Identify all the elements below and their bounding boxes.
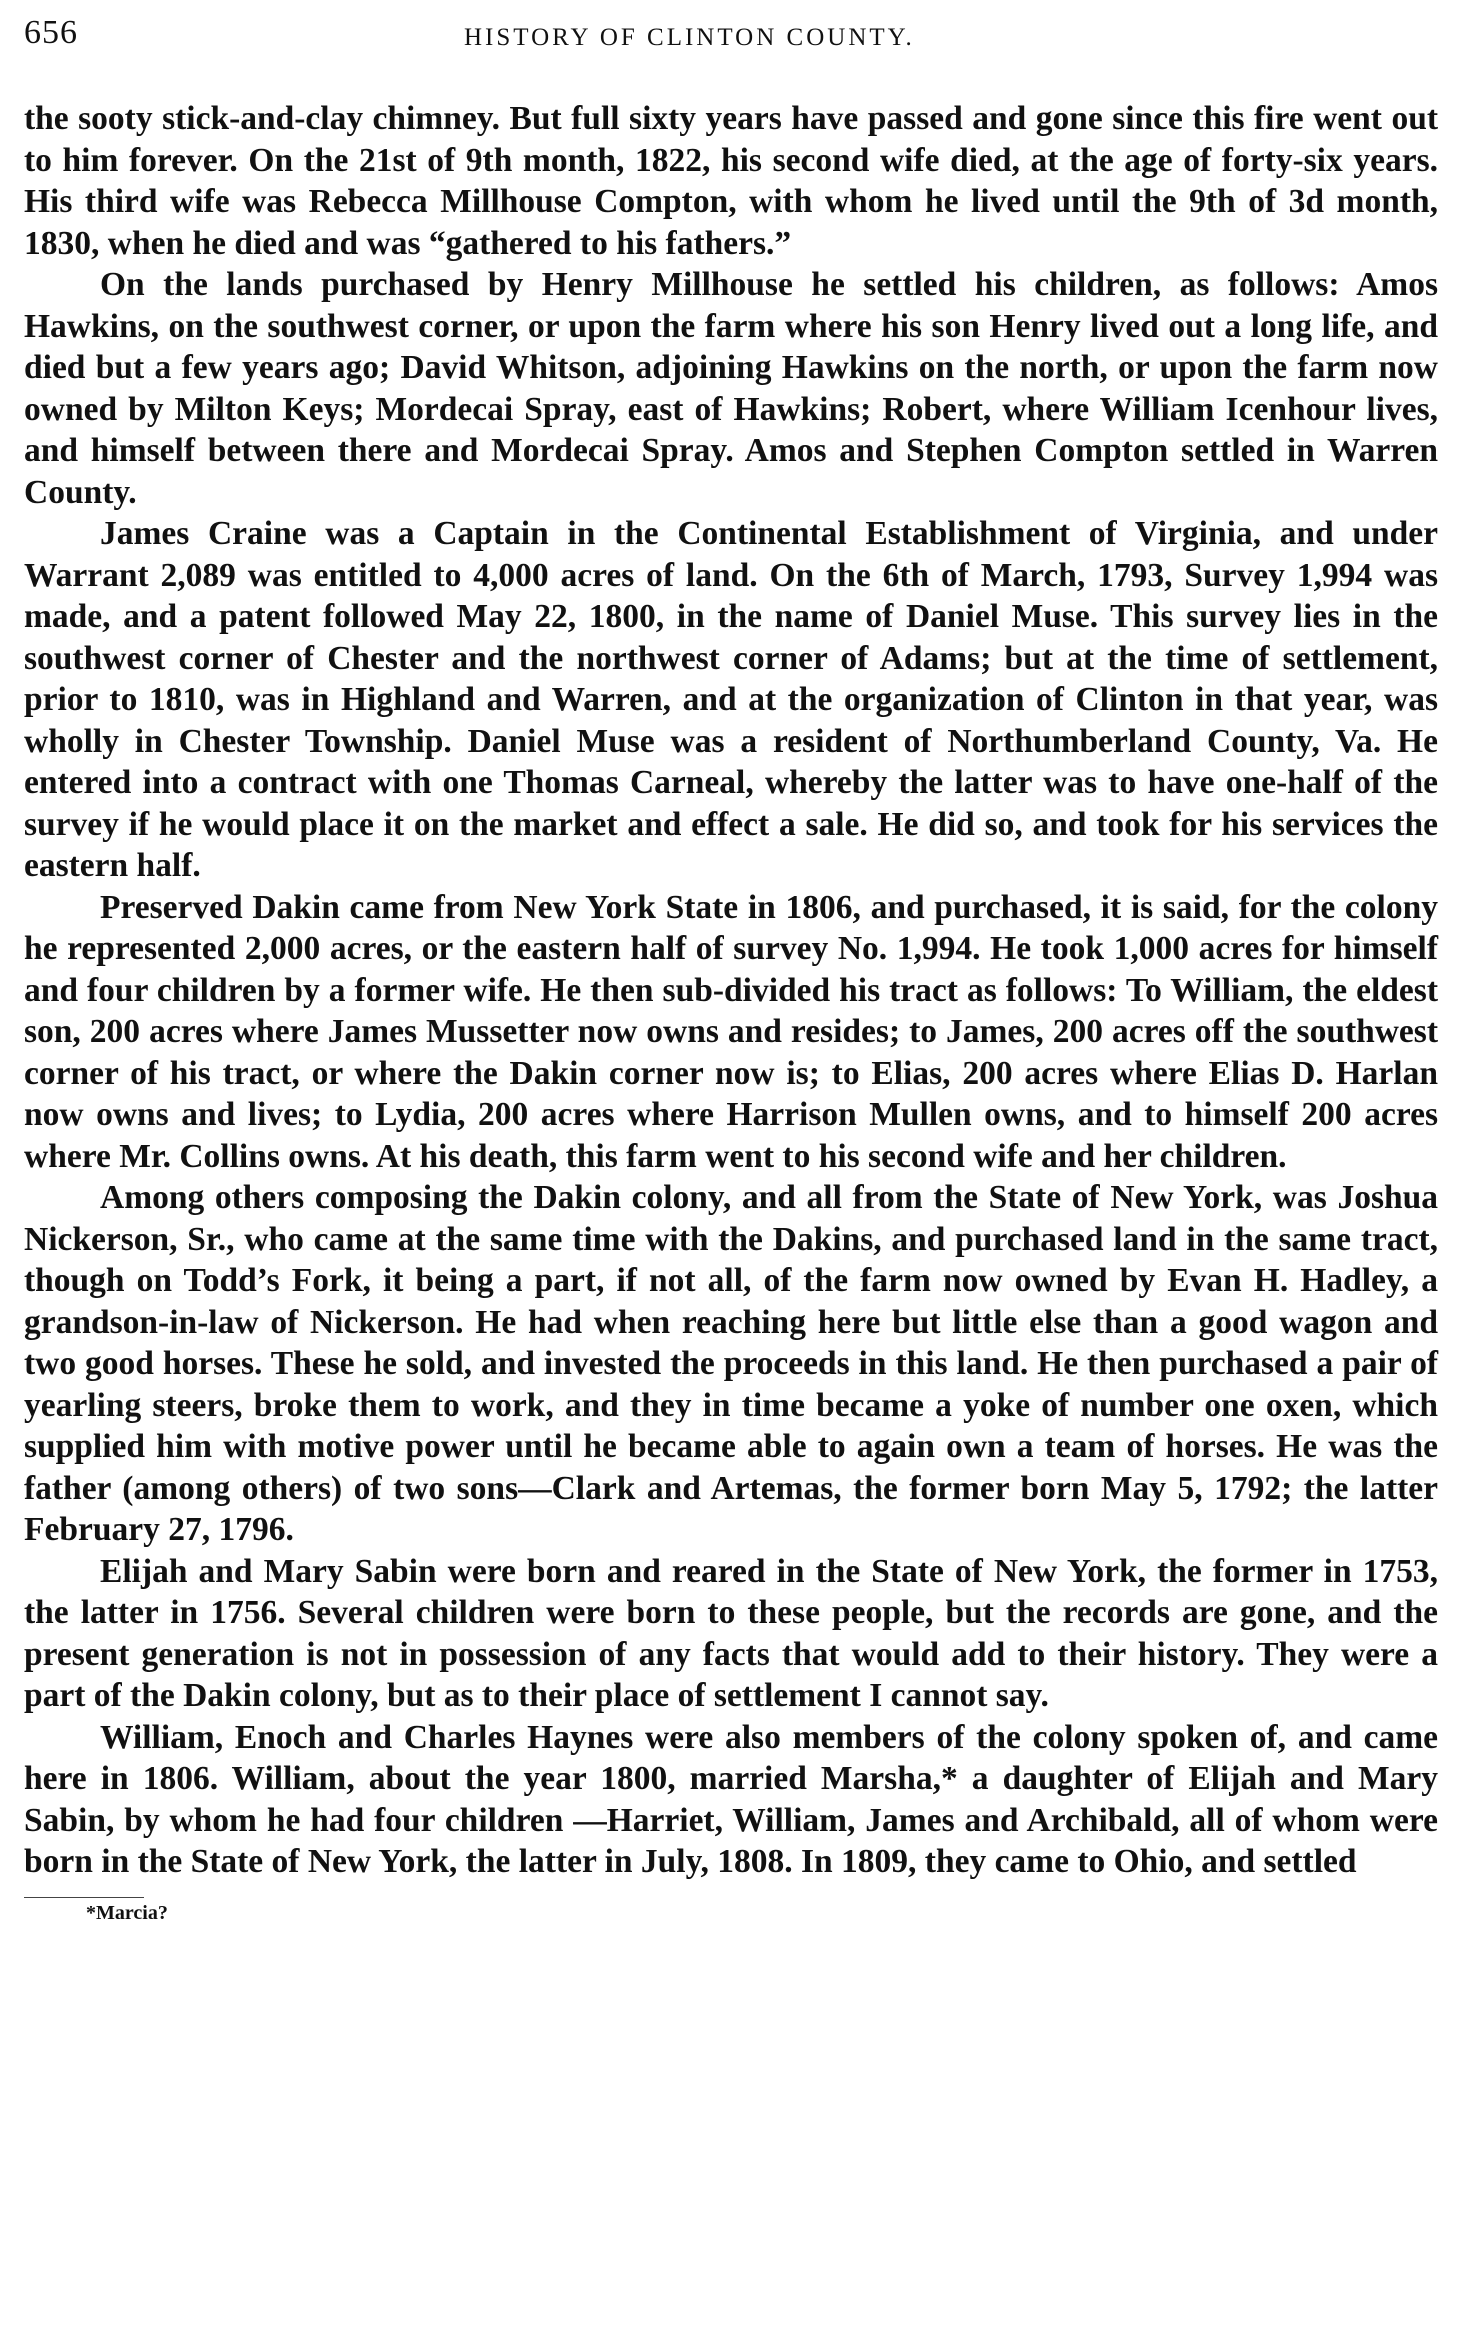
footnote-divider [24, 1897, 144, 1898]
paragraph-millhouse-lands: On the lands purchased by Henry Millhouse he settled his children, as follows: Amos Hawkins, on the southwest corner, or upon the farm where his son Henry lived out a long life, and died but a few years ago; David Whitson, adjoining Hawkins on the north, or upon the farm now owned by Milton Keys; Mordecai Spray, east of Hawkins; Robert, where William Icenhour lives, and himself between there and Mordecai Spray. Amos and Stephen Compton settled in Warren County. [24, 266, 1438, 511]
page-header [24, 14, 1438, 74]
body-text [24, 98, 1438, 1883]
paragraph-haynes-brothers: William, Enoch and Charles Haynes were also members of the colony spoken of, and came here in 1806. William, about the year 1800, married Marsha,* a daughter of Elijah and Mary Sabin, by whom he had four children —Harriet, William, James and Archibald, all of whom were born in the State of New York, the latter in July, 1808. In 1809, they came to Ohio, and settled [24, 1718, 1438, 1880]
paragraph-joshua-nickerson: Among others composing the Dakin colony, and all from the State of New York, was Joshua Nickerson, Sr., who came at the same time with the Dakins, and purchased land in the same tract, though on Todd’s Fork, it being a part, if not all, of the farm now owned by Evan H. Hadley, a grandson-in-law of Nickerson. He had when reaching here but little else than a good wagon and two good horses. These he sold, and invested the proceeds in this land. He then purchased a pair of yearling steers, broke them to work, and they in time became a yoke of number one oxen, which supplied him with motive power until he became able to again own a team of horses. He was the father (among others) of two sons—Clark and Artemas, the former born May 5, 1792; the latter February 27, 1796. [24, 1179, 1438, 1548]
page-number: 656 [24, 14, 78, 51]
paragraph-continuation: the sooty stick-and-clay chimney. But full sixty years have passed and gone since this fire went out to him forever. On the 21st of 9th month, 1822, his second wife died, at the age of forty-six years. His third wife was Rebecca Millhouse Compton, with whom he lived until the 9th of 3d month, 1830, when he died and was “gathered to his fathers.” [24, 100, 1438, 262]
paragraph-elijah-mary-sabin: Elijah and Mary Sabin were born and reared in the State of New York, the former in 1753, the latter in 1756. Several children were born to these people, but the records are gone, and the present generation is not in possession of any facts that would add to their history. They were a part of the Dakin colony, but as to their place of settlement I cannot say. [24, 1552, 1438, 1714]
document-page [24, 14, 1438, 1925]
paragraph-james-craine: James Craine was a Captain in the Continental Establishment of Virginia, and under Warrant 2,089 was entitled to 4,000 acres of land. On the 6th of March, 1793, Survey 1,994 was made, and a patent followed May 22, 1800, in the name of Daniel Muse. This survey lies in the southwest corner of Chester and the northwest corner of Adams; but at the time of settlement, prior to 1810, was in Highland and Warren, and at the organization of Clinton in that year, was wholly in Chester Township. Daniel Muse was a resident of Northumberland County, Va. He entered into a contract with one Thomas Carneal, whereby the latter was to have one-half of the survey if he would place it on the market and effect a sale. He did so, and took for his services the eastern half. [24, 515, 1438, 884]
footnote: *Marcia? [86, 1901, 168, 1924]
paragraph-preserved-dakin: Preserved Dakin came from New York State in 1806, and purchased, it is said, for the colony he represented 2,000 acres, or the eastern half of survey No. 1,994. He took 1,000 acres for himself and four children by a former wife. He then sub-divided his tract as follows: To William, the eldest son, 200 acres where James Mussetter now owns and resides; to James, 200 acres off the southwest corner of his tract, or where the Dakin corner now is; to Elias, 200 acres where Elias D. Harlan now owns and lives; to Lydia, 200 acres where Harrison Mullen owns, and to himself 200 acres where Mr. Collins owns. At his death, this farm went to his second wife and her children. [24, 888, 1438, 1175]
running-title: HISTORY OF CLINTON COUNTY. [464, 24, 915, 51]
